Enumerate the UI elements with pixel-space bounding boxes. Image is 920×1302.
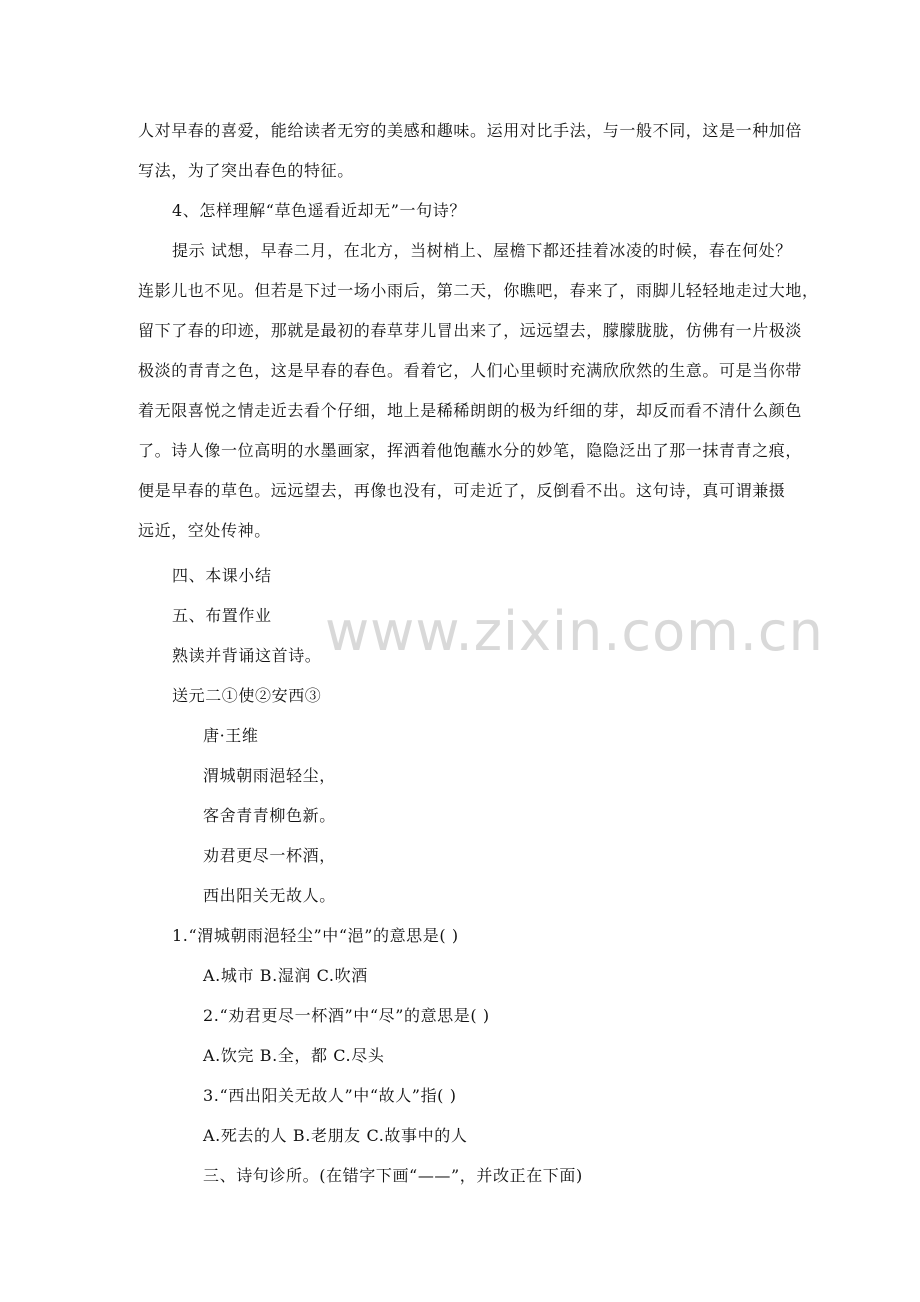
question-heading: 4、怎样理解“草色遥看近却无”一句诗？ [172,201,466,220]
poem-author: 唐·王维 [203,726,259,745]
quiz-options: A.死去的人 B.老朋友 C.故事中的人 [203,1126,468,1145]
paragraph-line: 着无限喜悦之情走近去看个仔细，地上是稀稀朗朗的极为纤细的芽，却反而看不清什么颜色 [138,401,803,420]
poem-line: 客舍青青柳色新。 [203,806,336,825]
quiz-question: 3.“西出阳关无故人”中“故人”指( ) [203,1086,457,1105]
paragraph-line: 人对早春的喜爱，能给读者无穷的美感和趣味。运用对比手法，与一般不同，这是一种加倍 [138,121,803,140]
paragraph-line: 连影儿也不见。但若是下过一场小雨后，第二天，你瞧吧，春来了，雨脚儿轻轻地走过大地， [138,281,819,300]
section-heading: 五、布置作业 [172,606,272,625]
quiz-options: A.饮完 B.全，都 C.尽头 [203,1046,385,1065]
paragraph-line: 了。诗人像一位高明的水墨画家，挥洒着他饱蘸水分的妙笔，隐隐泛出了那一抹青青之痕， [138,441,803,460]
section-heading: 三、诗句诊所。(在错字下画“——”，并改正在下面) [203,1166,583,1185]
paragraph-line: 远近，空处传神。 [138,521,271,540]
paragraph-line: 提示 试想，早春二月，在北方，当树梢上、屋檐下都还挂着冰凌的时候，春在何处？ [172,241,792,260]
watermark: www.zixin.com.cn [325,600,824,663]
poem-line: 劝君更尽一杯酒， [203,846,336,865]
quiz-options: A.城市 B.湿润 C.吹酒 [203,966,368,985]
assignment-text: 熟读并背诵这首诗。 [172,646,322,665]
poem-line: 西出阳关无故人。 [203,886,336,905]
paragraph-line: 写法，为了突出春色的特征。 [138,161,354,180]
paragraph-line: 便是早春的草色。远远望去，再像也没有，可走近了，反倒看不出。这句诗，真可谓兼摄 [138,481,786,500]
quiz-question: 2.“劝君更尽一杯酒”中“尽”的意思是( ) [203,1006,490,1025]
quiz-question: 1.“渭城朝雨浥轻尘”中“浥”的意思是( ) [172,926,459,945]
poem-title: 送元二①使②安西③ [172,686,322,705]
paragraph-line: 极淡的青青之色，这是早春的春色。看着它，人们心里顿时充满欣欣然的生意。可是当你带 [138,361,803,380]
poem-line: 渭城朝雨浥轻尘， [203,766,336,785]
section-heading: 四、本课小结 [172,566,272,585]
paragraph-line: 留下了春的印迹，那就是最初的春草芽儿冒出来了，远远望去，朦朦胧胧，仿佛有一片极淡 [138,321,803,340]
